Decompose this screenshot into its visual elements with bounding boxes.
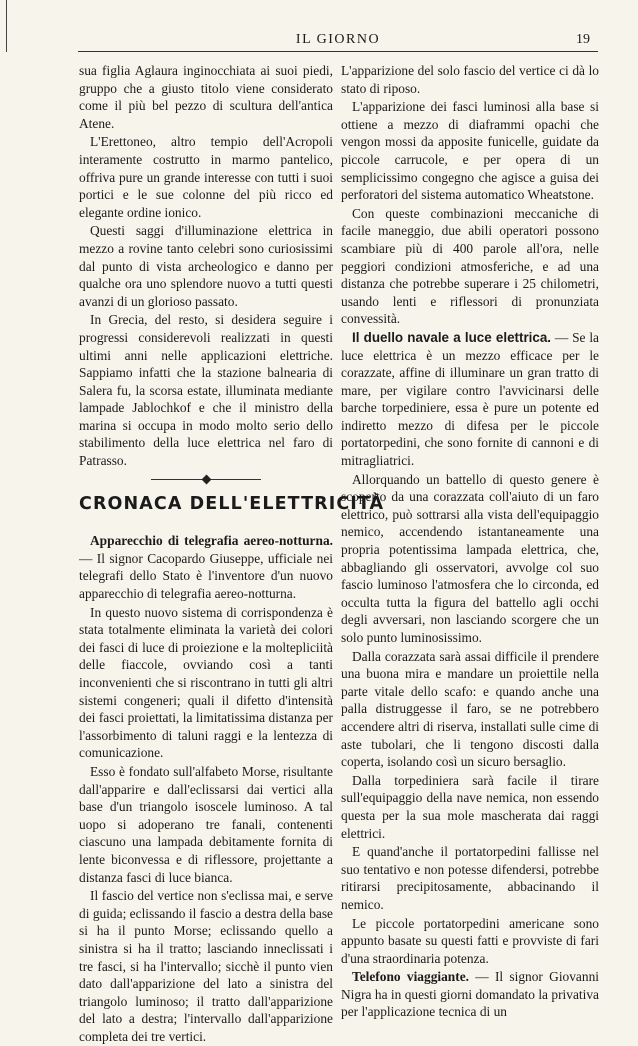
paragraph: Allorquando un battello di questo genere è scoperto da una corazzata coll'aiuto di un faro elettrico, può sottrarsi alla vista dell'equipaggio nemico, accendendo istantaneamente una propria potentissima lampada elettrica, che, abbagliando gli osservatori, avvolge col suo fascio luminoso l'atmosfera che lo circonda, ed occulta tutta la figura del battello agli occhi degli avversari, non lasciando scorgere che un solo punto luminosissimo. <box>341 471 599 645</box>
page-number: 19 <box>576 32 590 47</box>
article-paragraph <box>79 532 333 602</box>
article-paragraph <box>341 968 599 1021</box>
paragraph: Esso è fondato sull'alfabeto Morse, risultante dall'apparire e dall'eclissarsi dai vertici alla base d'un triangolo isoscele luminoso. A tal uopo si adoperano tre fanali, contenenti ciascuno una lampada debitamente fornita di lente biconvessa e di riflessore, projettante a distanza fasci di luce bianca. <box>79 763 333 885</box>
article-heading: Apparecchio di telegrafia aereo-notturna. <box>90 533 333 549</box>
paragraph: Il fascio del vertice non s'eclissa mai, e serve di guida; eclissando il fascio a destra della base si ha il punto Morse; eclissando quello a sinistra si ha il tratto; lasciando inneclissati i tre fasci, si ha l'intervallo; sicchè il punto vien dato dall'apparizione del lato a sinistra del triangolo luminoso; il tratto dall'apparizione del lato a destra; l'intervallo dall'apparizione completa dei tre vertici. <box>79 888 333 1044</box>
left-column <box>79 62 385 1046</box>
paragraph: Dalla torpediniera sarà facile il tirare sull'equipaggio della nave nemica, non essendo questa per la sua mole mascherata dai raggi elettrici. <box>341 772 599 841</box>
section-title: CRONACA DELL'ELETTRICITÀ <box>79 493 385 514</box>
paragraph: Dalla corazzata sarà assai difficile il prendere una buona mira e mandare un proiettile nella parte vitale dello scafo: e quando anche una palla distruggesse il faro, se ne potrebbero accendere altri di riserva, installati sulle cime di aste tubolari, che li tengono discosti dalla coperta, isolando così un sicuro bersaglio. <box>341 648 599 770</box>
page-header <box>78 32 598 52</box>
article-heading: Telefono viaggiante. <box>352 969 469 985</box>
article-paragraph <box>341 329 599 470</box>
paragraph: L'apparizione del solo fascio del vertice ci dà lo stato di riposo. <box>341 63 599 96</box>
paragraph: sua figlia Aglaura inginocchiata ai suoi piedi, gruppo che a giusto titolo viene considerato come il più bel pezzo di scultura dell'antica Atene. <box>79 63 333 131</box>
paragraph: Con queste combinazioni meccaniche di facile maneggio, due abili operatori possono scambiare più di 400 parole all'ora, nelle peggiori condizioni atmosferiche, e ad una distanza che potrebbe superare i 25 chilometri, usando lenti e riflessori di pronunziata convessità. <box>341 205 599 327</box>
article-lead-text: — Se la luce elettrica è un mezzo efficace per le corazzate, affine di illuminare un gran tratto di mare, per vigilare contro l'avvicinarsi delle barche torpediniere, essa è pure un potente ed indiretto mezzo di difesa per le piccole portatorpedini, che sono fornite di cannoni e di mitragliatrici. <box>341 329 599 469</box>
article-lead-text: — Il signor Cacopardo Giuseppe, ufficiale nei telegrafi dello Stato è l'inventore d'un nuovo apparecchio di telegrafia aereo-notturna. <box>79 550 333 602</box>
diamond-ornament-icon <box>201 474 211 484</box>
running-title: IL GIORNO <box>295 32 381 47</box>
article-heading: Il duello navale a luce elettrica. <box>352 329 551 345</box>
crop-mark <box>6 0 7 52</box>
paragraph: In Grecia, del resto, si desidera seguire i progressi considerevoli realizzati in questi ultimi anni nelle applicazioni elettriche. Sappiamo infatti che la stazione balnearia di Salera fu, la scorsa estate, illuminata mediante lampade Jablochkof e che il ministro della marina si occupa in modo molto serio dello stabilimento della luce elettrica nel faro di Patrasso. <box>79 312 333 469</box>
paragraph: Questi saggi d'illuminazione elettrica in mezzo a rovine tanto celebri sono curiosissimi dal punto di vista archeologico e danno per qualche ora uno splendore nuovo a tutti questi avanzi di un glorioso passato. <box>79 223 333 309</box>
paragraph: Le piccole portatorpedini americane sono appunto basate su questi fatti e provviste di fari d'una straordinaria potenza. <box>341 915 599 966</box>
article-lead-text: — Il signor Giovanni Nigra ha in questi giorni domandato la privativa per l'applicazione tecnica di un <box>341 969 599 1020</box>
right-column <box>341 62 599 1022</box>
paragraph: L'apparizione dei fasci luminosi alla base si ottiene a mezzo di diaframmi opachi che vengon mossi da apposite funicelle, guidate da piccole carrucole, e per opera di un semplicissimo congegno che agisce a guisa dei perforatori del sistema automatico Wheatstone. <box>341 99 599 203</box>
paragraph: L'Erettoneo, altro tempio dell'Acropoli interamente costrutto in marmo pantelico, offriva pure un grande interesse con tutti i suoi portici e le sue colonne del più ricco ed elegante ordine ionico. <box>79 134 333 220</box>
paragraph: In questo nuovo sistema di corrispondenza è stata totalmente eliminata la varietà dei colori dei fasci di luce di proiezione e la moltepliciità delle fiaccole, ovviando così a tanti inconvenienti che si riscontrano in tutti gli altri sistemi congeneri; quali il difetto d'intensità dei fasci proiettati, la limitatissima distanza per l'assorbimento di taluni raggi e la lentezza di comunicazione. <box>79 604 333 761</box>
section-divider <box>79 472 333 486</box>
paragraph: E quand'anche il portatorpedini fallisse nel suo tentativo e non potesse difendersi, potrebbe ritirarsi precipitosamente, abbacinando il nemico. <box>341 844 599 912</box>
